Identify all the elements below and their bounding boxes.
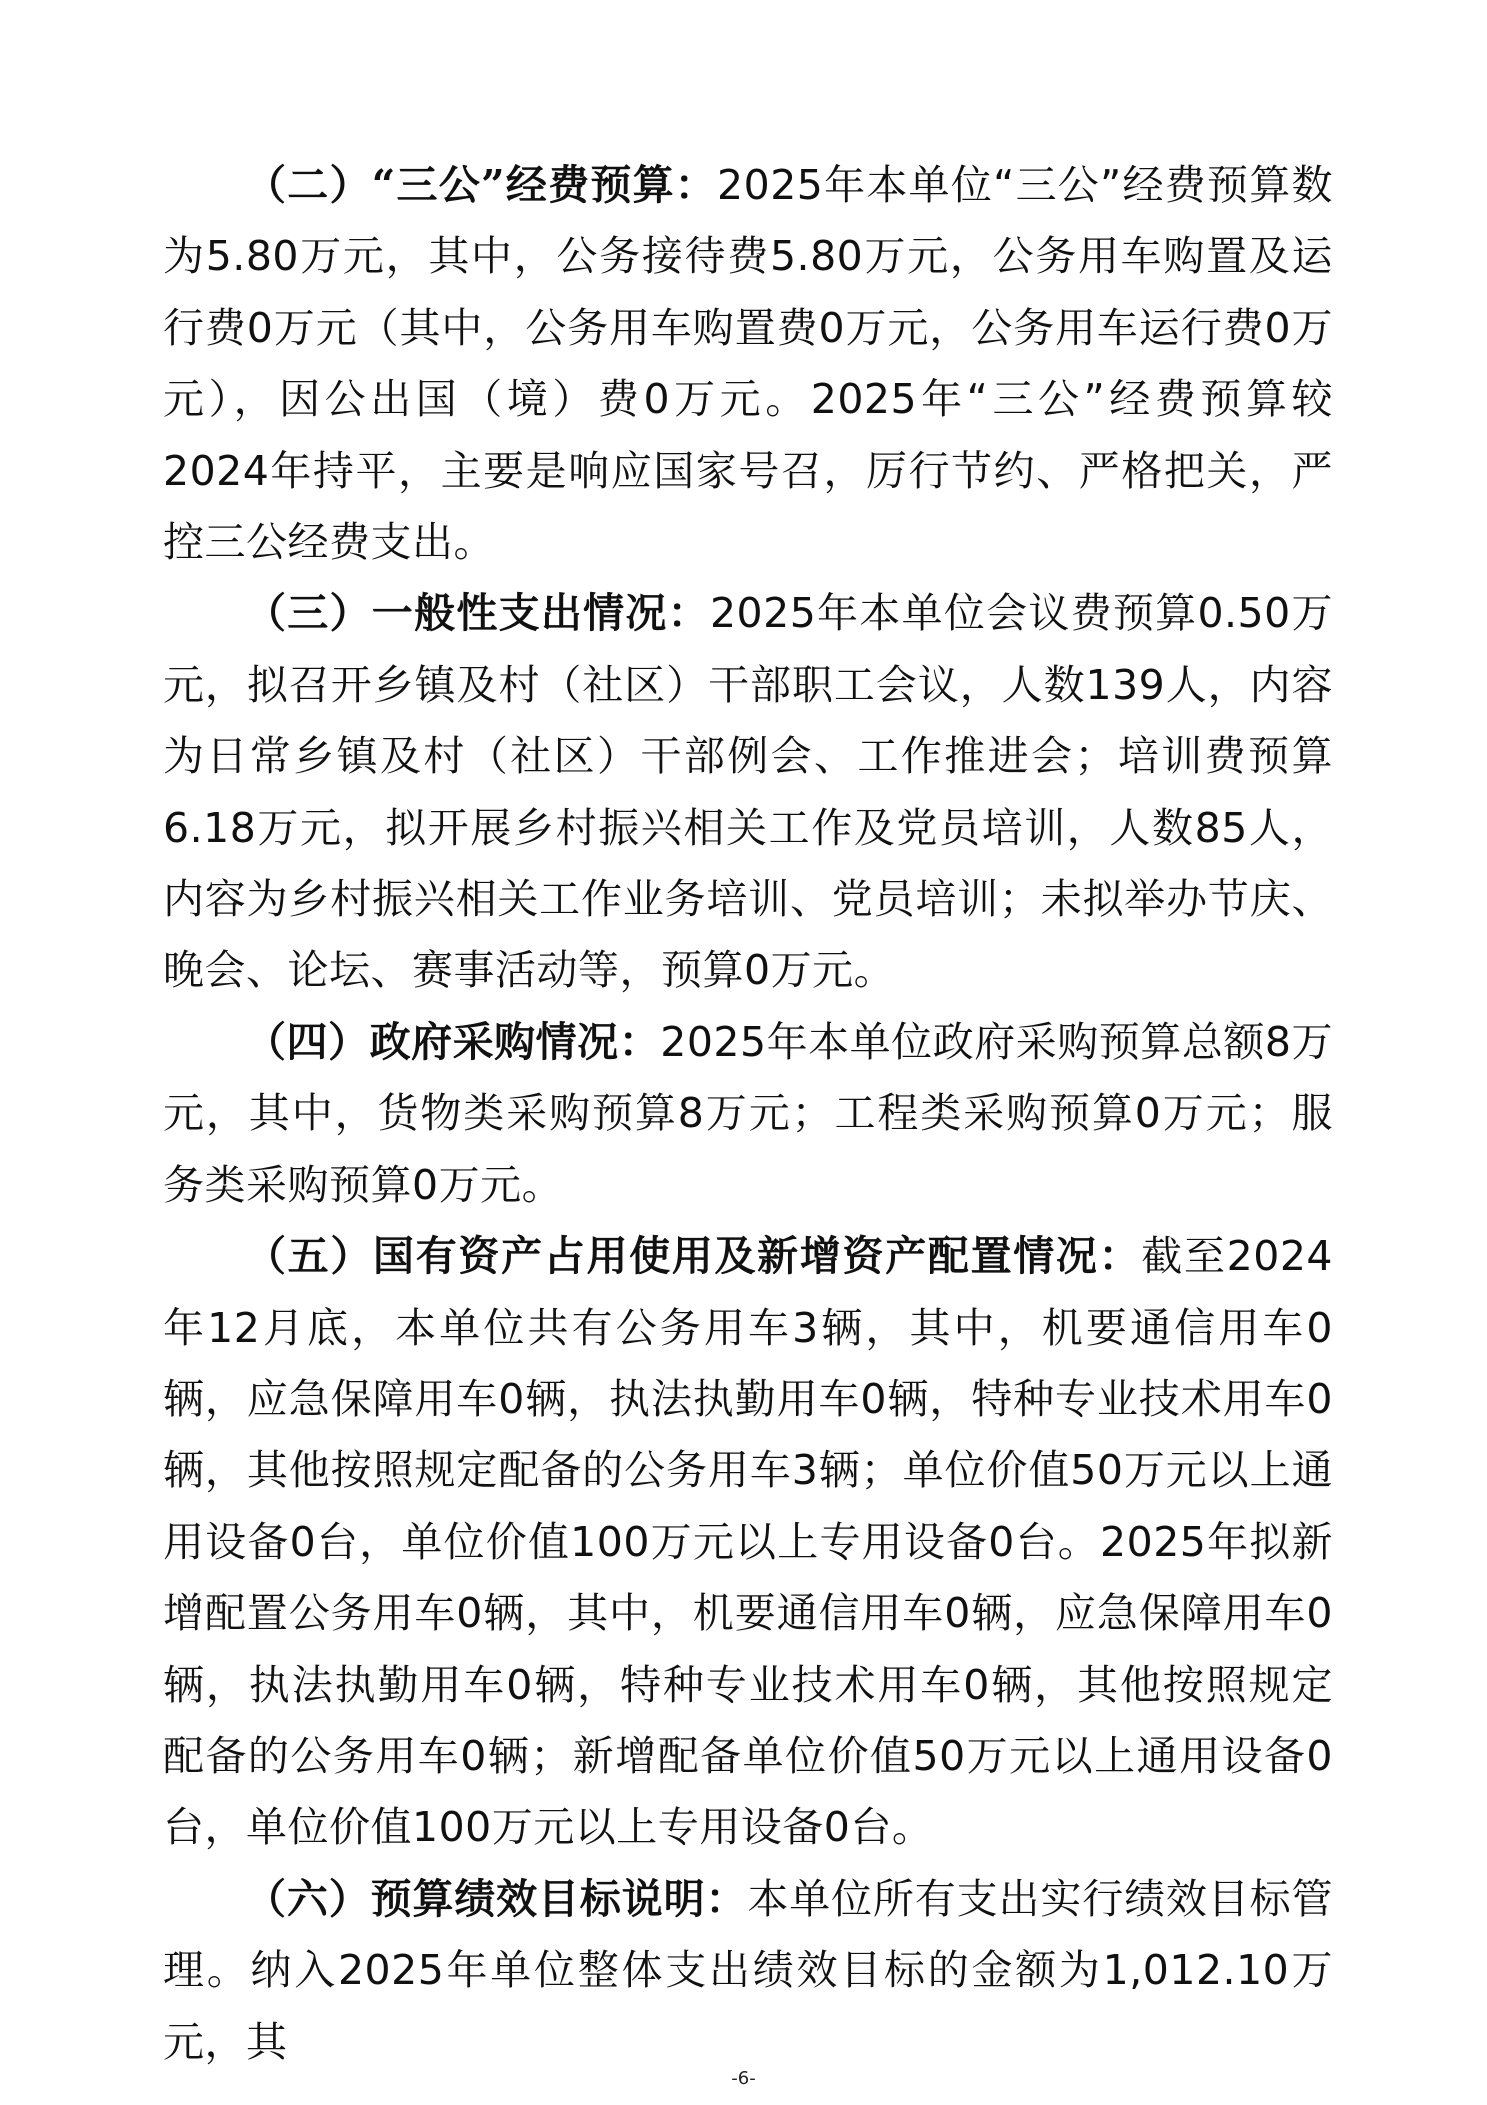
section-san-gong-budget xyxy=(163,150,1333,578)
section-text: 2025年本单位政府采购预算总额8万元，其中，货物类采购预算8万元；工程类采购预算0万元；服务类采购预算0万元。 xyxy=(163,1017,1333,1209)
document-body xyxy=(163,150,1333,2078)
section-heading: （五）国有资产占用使用及新增资产配置情况： xyxy=(245,1232,1142,1281)
section-text: 截至2024年12月底，本单位共有公务用车3辆，其中，机要通信用车0辆，应急保障用车0辆，执法执勤用车0辆，特种专业技术用车0辆，其他按照规定配备的公务用车3辆；单位价值50万元以上通用设备0台，单位价值100万元以上专用设备0台。2025年拟新增配置公务用车0辆，其中，机要通信用车0辆，应急保障用车0辆，执法执勤用车0辆，特种专业技术用车0辆，其他按照规定配备的公务用车0辆；新增配备单位价值50万元以上通用设备0台，单位价值100万元以上专用设备0台。 xyxy=(163,1232,1334,1852)
section-heading: （三）一般性支出情况： xyxy=(245,589,710,638)
section-text: 本单位所有支出实行绩效目标管理。纳入2025年单位整体支出绩效目标的金额为1,012.10万元，其 xyxy=(163,1874,1334,2066)
section-text: 2025年本单位会议费预算0.50万元，拟召开乡镇及村（社区）干部职工会议，人数139人，内容为日常乡镇及村（社区）干部例会、工作推进会；培训费预算6.18万元，拟开展乡村振兴相关工作及党员培训，人数85人，内容为乡村振兴相关工作业务培训、党员培训；未拟举办节庆、晚会、论坛、赛事活动等，预算0万元。 xyxy=(163,589,1333,995)
page-number: -6- xyxy=(731,2068,756,2089)
section-general-expenditure xyxy=(163,578,1333,1006)
section-state-assets xyxy=(163,1221,1333,1864)
section-text: 2025年本单位“三公”经费预算数为5.80万元，其中，公务接待费5.80万元，公务用车购置及运行费0万元（其中，公务用车购置费0万元，公务用车运行费0万元），因公出国（境）费0万元。2025年“三公”经费预算较2024年持平，主要是响应国家号召，厉行节约、严格把关，严控三公经费支出。 xyxy=(163,161,1333,567)
section-heading: （六）预算绩效目标说明： xyxy=(245,1874,748,1923)
section-performance-goals xyxy=(163,1864,1333,2078)
section-heading: （二）“三公”经费预算： xyxy=(245,161,718,209)
section-government-procurement xyxy=(163,1007,1333,1221)
section-heading: （四）政府采购情况： xyxy=(245,1017,661,1066)
